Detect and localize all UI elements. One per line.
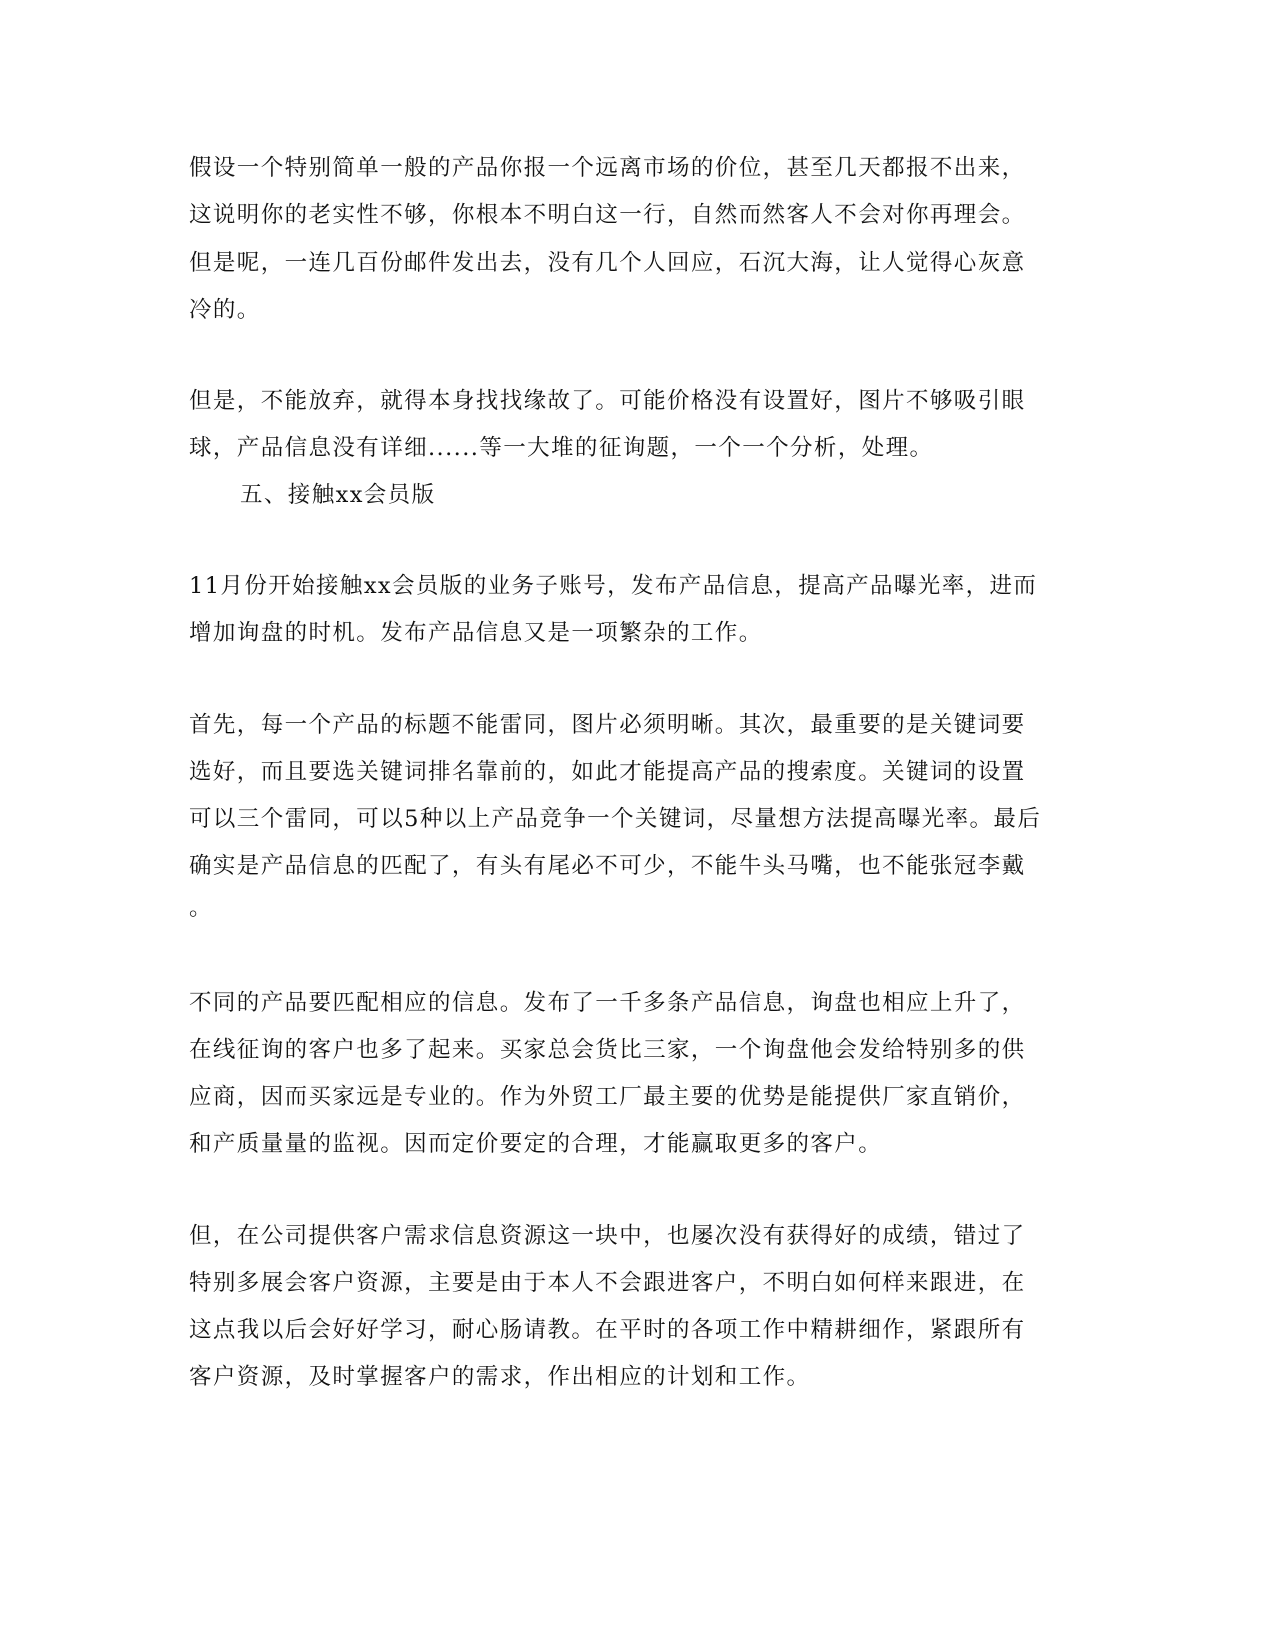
paragraph-5-line-4: 和产质量量的监视。因而定价要定的合理，才能赢取更多的客户。 (189, 1131, 883, 1157)
paragraph-4-line-2: 选好，而且要选关键词排名靠前的，如此才能提高产品的搜索度。关键词的设置 (189, 759, 1026, 785)
paragraph-1-line-4: 冷的。 (189, 297, 261, 323)
paragraph-3-line-1: 11月份开始接触xx会员版的业务子账号，发布产品信息，提高产品曝光率，进而 (189, 573, 1038, 599)
paragraph-1-line-1: 假设一个特别简单一般的产品你报一个远离市场的价位，甚至几天都报不出来， (189, 155, 1026, 181)
section-heading: 五、接触xx会员版 (240, 482, 436, 508)
paragraph-5-line-1: 不同的产品要匹配相应的信息。发布了一千多条产品信息，询盘也相应上升了， (189, 990, 1026, 1016)
paragraph-6-line-1: 但，在公司提供客户需求信息资源这一块中，也屡次没有获得好的成绩，错过了 (189, 1223, 1026, 1249)
paragraph-6-line-2: 特别多展会客户资源，主要是由于本人不会跟进客户，不明白如何样来跟进，在 (189, 1270, 1026, 1296)
paragraph-5-line-3: 应商，因而买家远是专业的。作为外贸工厂最主要的优势是能提供厂家直销价， (189, 1084, 1026, 1110)
paragraph-5-line-2: 在线征询的客户也多了起来。买家总会货比三家，一个询盘他会发给特别多的供 (189, 1037, 1026, 1063)
paragraph-6-line-3: 这点我以后会好好学习，耐心肠请教。在平时的各项工作中精耕细作，紧跟所有 (189, 1317, 1026, 1343)
paragraph-3-line-2: 增加询盘的时机。发布产品信息又是一项繁杂的工作。 (189, 620, 763, 646)
paragraph-2-line-2: 球，产品信息没有详细......等一大堆的征询题，一个一个分析，处理。 (189, 435, 934, 461)
paragraph-1-line-3: 但是呢，一连几百份邮件发出去，没有几个人回应，石沉大海，让人觉得心灰意 (189, 250, 1026, 276)
paragraph-6-line-4: 客户资源，及时掌握客户的需求，作出相应的计划和工作。 (189, 1364, 811, 1390)
paragraph-2-line-1: 但是，不能放弃，就得本身找找缘故了。可能价格没有设置好，图片不够吸引眼 (189, 388, 1026, 414)
paragraph-4-line-5: 。 (189, 895, 213, 921)
paragraph-4-line-3: 可以三个雷同，可以5种以上产品竞争一个关键词，尽量想方法提高曝光率。最后 (189, 806, 1042, 832)
paragraph-1-line-2: 这说明你的老实性不够，你根本不明白这一行，自然而然客人不会对你再理会。 (189, 202, 1026, 228)
paragraph-4-line-1: 首先，每一个产品的标题不能雷同，图片必须明晰。其次，最重要的是关键词要 (189, 712, 1026, 738)
paragraph-4-line-4: 确实是产品信息的匹配了，有头有尾必不可少，不能牛头马嘴，也不能张冠李戴 (189, 853, 1026, 879)
